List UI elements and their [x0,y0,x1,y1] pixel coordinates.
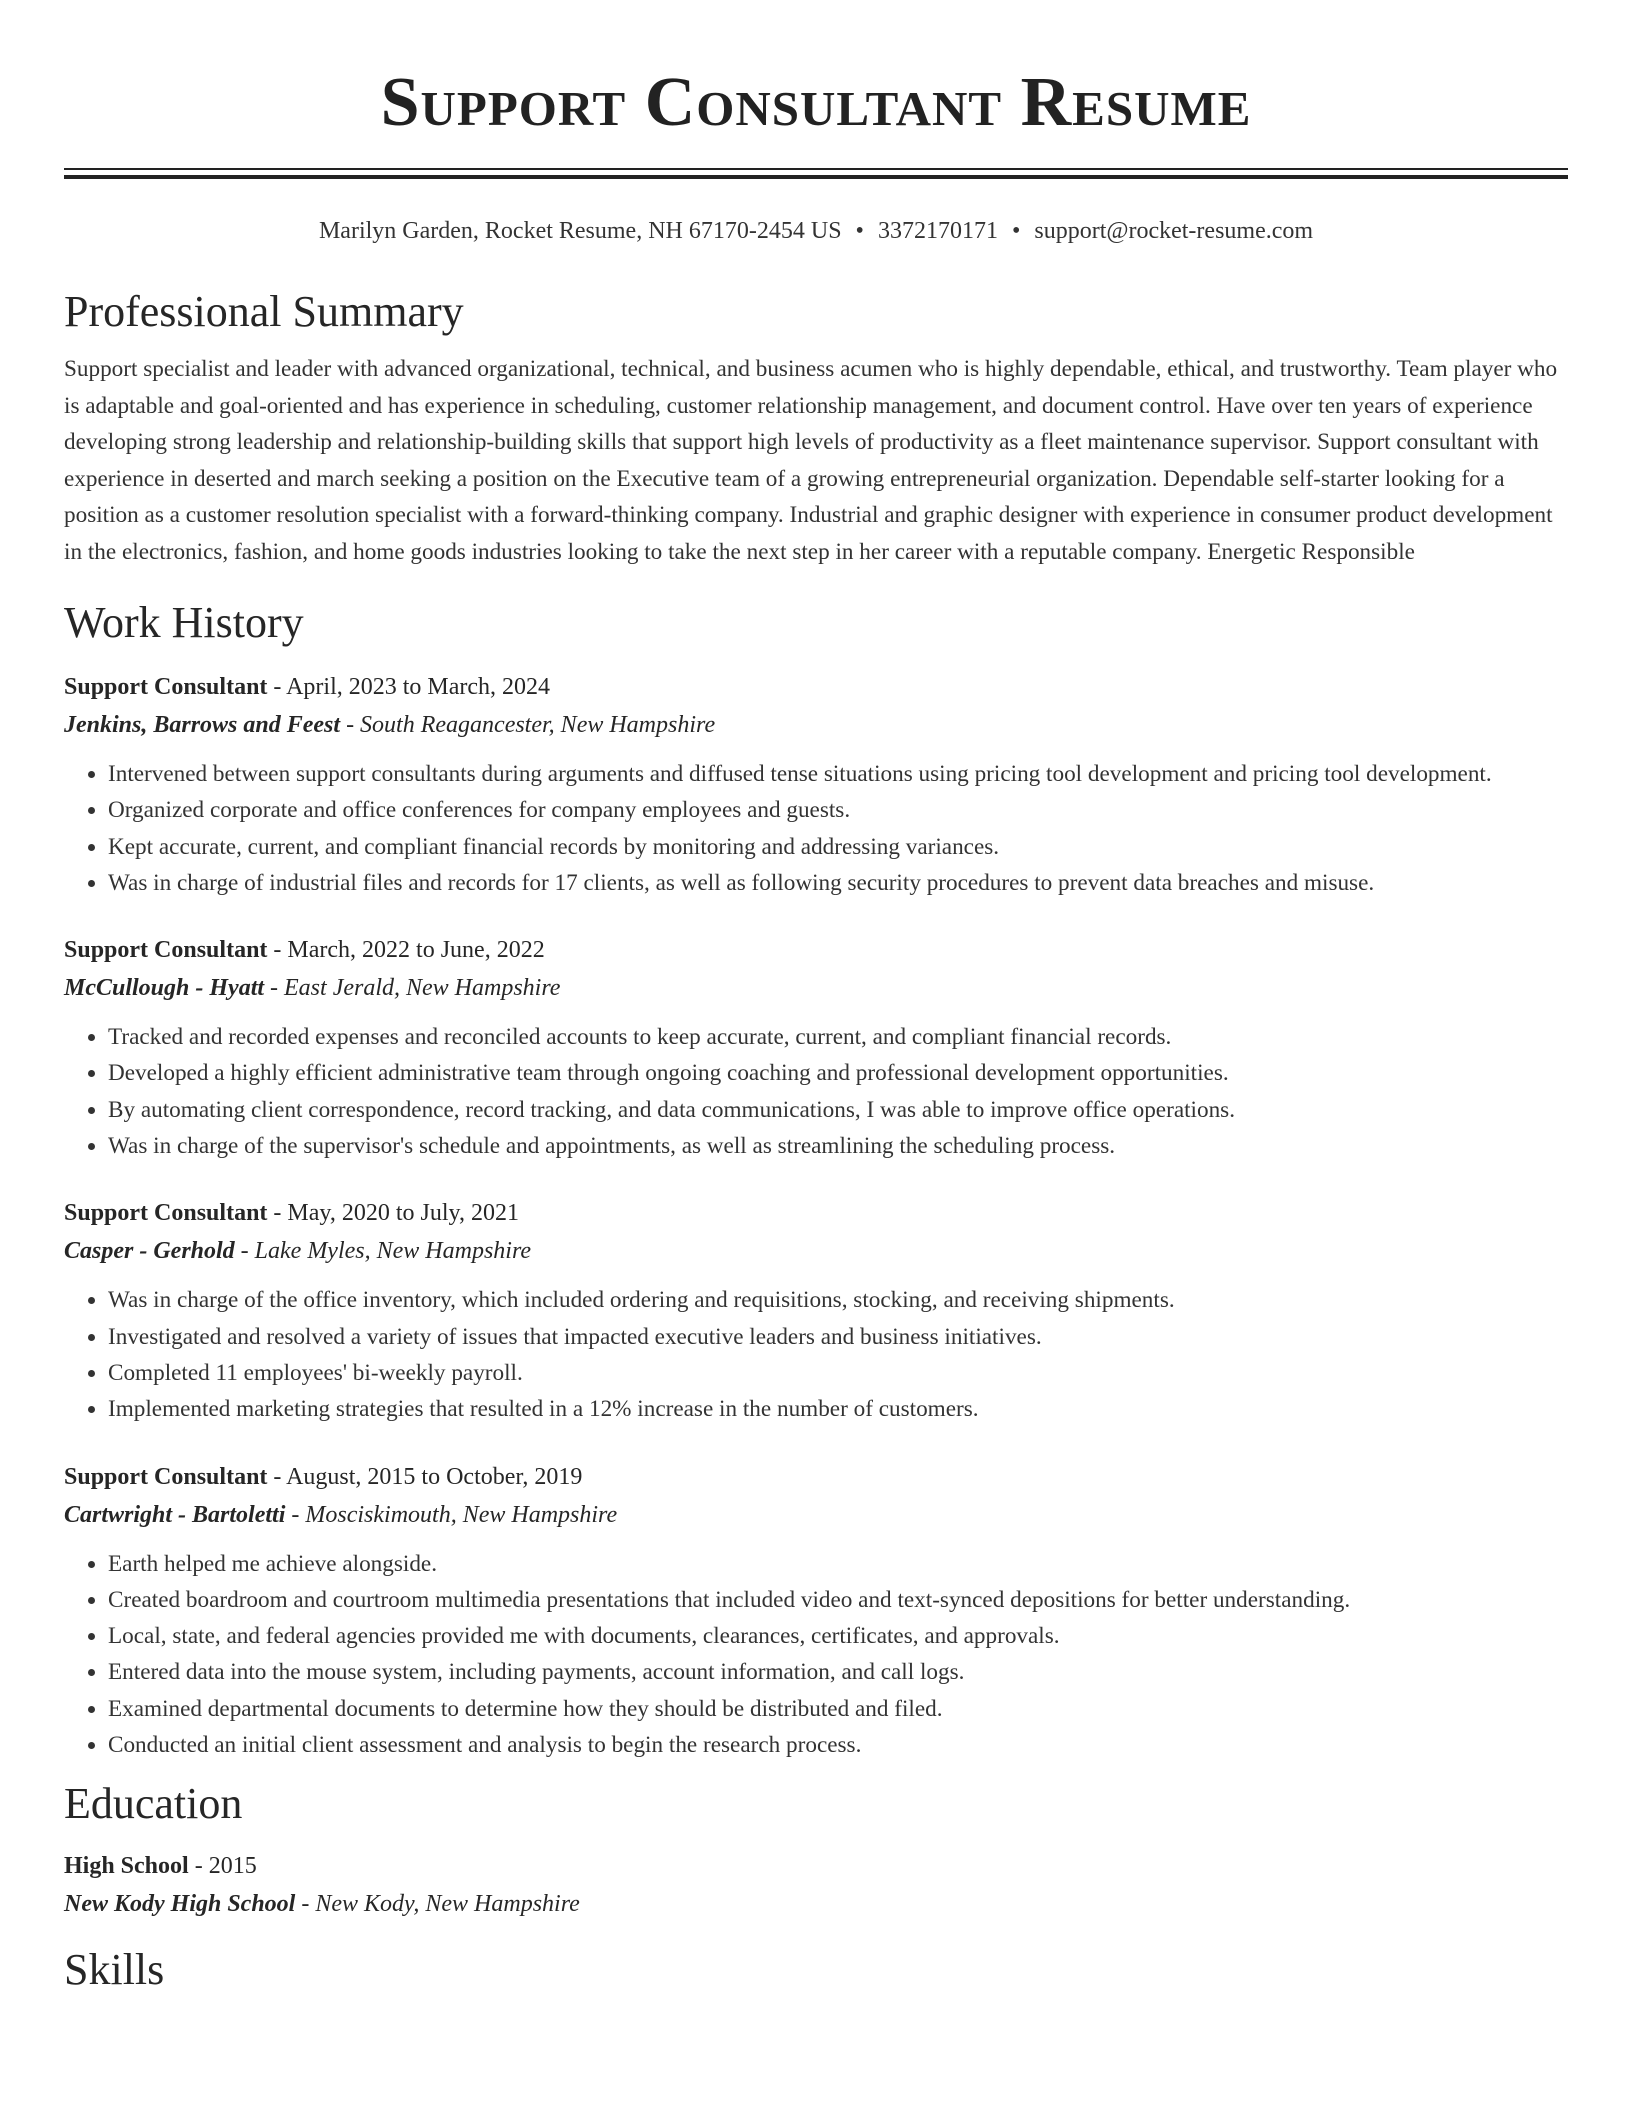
job-bullets [64,756,1568,901]
job-bullet: • Tracked and recorded expenses and reconciled accounts to keep accurate, current, and compliant financial records. [108,1019,1568,1055]
job-bullets [64,1019,1568,1164]
job-dates: - May, 2020 to July, 2021 [267,1200,519,1227]
job-bullets [64,1282,1568,1427]
education-year: - 2015 [188,1853,257,1880]
resume-title: Support Consultant Resume [380,64,1252,141]
job-location: - South Reagancester, New Hampshire [340,712,716,738]
job-bullet: • Investigated and resolved a variety of issues that impacted executive leaders and business initiatives. [108,1319,1568,1355]
job-dates: - August, 2015 to October, 2019 [267,1463,583,1490]
job-company: Casper - Gerhold [64,1238,235,1265]
job-entry [64,931,1568,1164]
job-bullets [64,1546,1568,1764]
job-dates: - April, 2023 to March, 2024 [267,674,551,700]
job-bullet: • Intervened between support consultants during arguments and diffused tense situations using pricing tool development and pricing tool development. [108,756,1568,792]
job-bullet: • Earth helped me achieve alongside. [108,1546,1568,1582]
contact-address: Marilyn Garden, Rocket Resume, NH 67170-2454 US [318,218,842,244]
job-title: Support Consultant [64,674,268,700]
job-company: McCullough - Hyatt [64,975,265,1002]
job-title: Support Consultant [64,937,268,964]
summary-heading: Professional Summary [64,287,464,336]
job-entry [64,668,1568,901]
contact-email: support@rocket-resume.com [1034,218,1314,244]
education-degree: High School [64,1853,189,1880]
education-heading: Education [64,1779,243,1829]
title-divider [64,168,1568,179]
job-entry [64,1194,1568,1427]
job-bullet: • Conducted an initial client assessment and analysis to begin the research process. [108,1727,1568,1763]
job-bullet: • Was in charge of industrial files and records for 17 clients, as well as following security procedures to prevent data breaches and misuse. [108,865,1568,901]
skills-heading: Skills [64,1945,165,1995]
job-bullet: • Examined departmental documents to determine how they should be distributed and filed. [108,1691,1568,1727]
job-bullet: • Was in charge of the supervisor's schedule and appointments, as well as streamlining the scheduling process. [108,1128,1568,1164]
job-bullet: • Entered data into the mouse system, including payments, account information, and call logs. [108,1654,1568,1690]
contact-line [64,216,1568,246]
job-bullet: • Created boardroom and courtroom multimedia presentations that included video and text-synced depositions for better understanding. [108,1582,1568,1618]
job-bullet: • Completed 11 employees' bi-weekly payroll. [108,1355,1568,1391]
job-bullet: • Was in charge of the office inventory, which included ordering and requisitions, stocking, and receiving shipments. [108,1282,1568,1318]
contact-separator: • [1011,218,1021,244]
summary-text: Support specialist and leader with advanced organizational, technical, and business acumen who is highly dependable, ethical, and trustworthy. Team player who is adaptable and goal-oriented and has experience in scheduling, customer relationship management, and document control. Have over ten years of experience developing strong leadership and relationship-building skills that support high levels of productivity as a fleet maintenance supervisor. Support consultant with experience in deserted and march seeking a position on the Executive team of a growing entrepreneurial organization. Dependable self-starter looking for a position as a customer resolution specialist with a forward-thinking company. Industrial and graphic designer with experience in consumer product development in the electronics, fashion, and home goods industries looking to take the next step in her career with a reputable company. Energetic Responsible [64,356,1558,565]
education-school: New Kody High School [64,1891,296,1918]
education-location: - New Kody, New Hampshire [295,1891,580,1918]
job-bullet: • Developed a highly efficient administrative team through ongoing coaching and professional development opportunities. [108,1055,1568,1091]
job-list [64,668,1568,1763]
job-location: - Mosciskimouth, New Hampshire [285,1501,618,1528]
job-bullet: • Local, state, and federal agencies provided me with documents, clearances, certificates, and approvals. [108,1618,1568,1654]
job-company: Cartwright - Bartoletti [64,1501,286,1528]
job-location: - East Jerald, New Hampshire [264,975,561,1002]
job-location: - Lake Myles, New Hampshire [234,1238,532,1265]
job-bullet: • Implemented marketing strategies that resulted in a 12% increase in the number of customers. [108,1391,1568,1427]
job-bullet: • Kept accurate, current, and compliant financial records by monitoring and addressing variances. [108,829,1568,865]
contact-separator: • [855,218,864,244]
job-dates: - March, 2022 to June, 2022 [267,937,545,964]
job-title: Support Consultant [64,1200,268,1227]
job-title: Support Consultant [64,1463,268,1490]
job-bullet: • Organized corporate and office conferences for company employees and guests. [108,792,1568,828]
job-company: Jenkins, Barrows and Feest [64,712,341,738]
job-entry [64,1458,1568,1764]
education-entry [64,1847,1568,1923]
work-history-heading: Work History [64,598,304,647]
contact-phone: 3372170171 [877,218,998,244]
job-bullet: • By automating client correspondence, record tracking, and data communications, I was able to improve office operations. [108,1092,1568,1128]
